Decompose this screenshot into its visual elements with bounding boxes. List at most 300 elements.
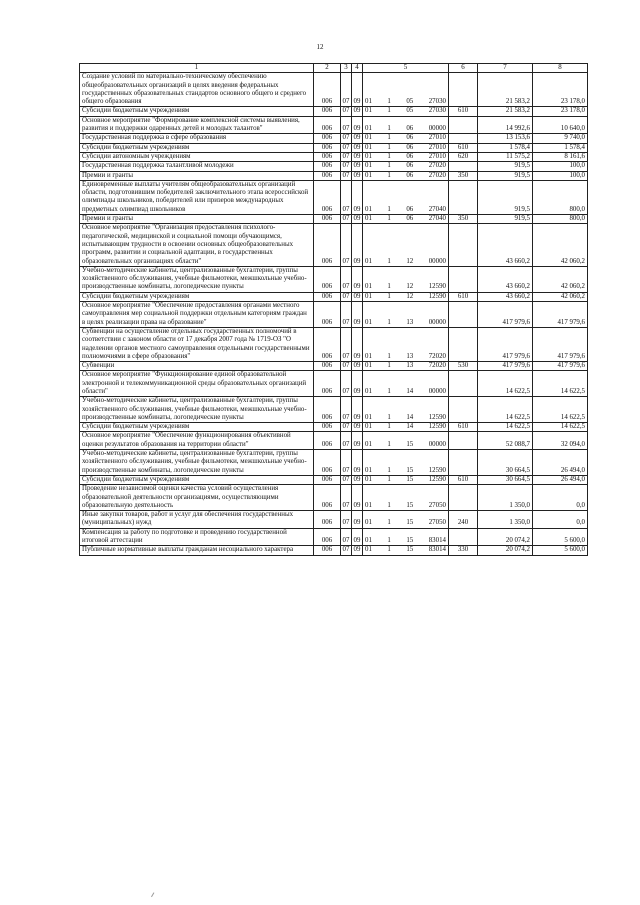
amount-year-1: 21 583,2 <box>478 107 533 116</box>
column-header: 6 <box>449 64 478 73</box>
expense-type-code <box>449 224 478 266</box>
subsection-code: 09 <box>352 116 363 134</box>
target-article-code <box>363 511 449 529</box>
amount-year-1: 30 664,5 <box>478 475 533 484</box>
column-header: 7 <box>478 64 533 73</box>
code-part: 15 <box>406 546 414 554</box>
section-code: 07 <box>341 546 352 555</box>
amount-year-2: 42 060,2 <box>533 224 588 266</box>
amount-year-1: 20 074,2 <box>478 546 533 555</box>
subsection-code: 09 <box>352 171 363 180</box>
section-code: 07 <box>341 215 352 224</box>
expense-type-code <box>449 180 478 214</box>
expense-type-code: 620 <box>449 152 478 161</box>
row-name: Государственная поддержка в сфере образования <box>80 134 314 143</box>
target-article-code <box>363 432 449 450</box>
amount-year-1: 417 979,6 <box>478 302 533 328</box>
code-part: 12590 <box>428 413 446 421</box>
ministry-code: 006 <box>314 171 341 180</box>
expense-type-code: 610 <box>449 423 478 432</box>
subsection-code: 09 <box>352 266 363 292</box>
code-part: 72020 <box>428 362 446 370</box>
expense-type-code <box>449 134 478 143</box>
ministry-code: 006 <box>314 432 341 450</box>
expense-type-code <box>449 485 478 511</box>
code-part: 12590 <box>428 475 446 483</box>
code-part: 01 <box>365 171 372 179</box>
code-part: 01 <box>365 143 372 151</box>
code-part: 27030 <box>428 98 446 106</box>
subsection-code: 09 <box>352 546 363 555</box>
table-row <box>80 73 588 107</box>
code-part: 01 <box>365 283 372 291</box>
amount-year-1: 417 979,6 <box>478 362 533 371</box>
subsection-code: 09 <box>352 143 363 152</box>
code-part: 27020 <box>428 171 446 179</box>
code-part: 14 <box>406 413 414 421</box>
code-part: 27040 <box>428 205 446 213</box>
row-name: Учебно-методические кабинеты, централизованные бухгалтерии, группы хозяйственного обслуживания, учебные фильмотеки, межшкольные учебно-производственные комбинаты, логопедические пункты <box>80 266 314 292</box>
table-row <box>80 107 588 116</box>
ministry-code: 006 <box>314 371 341 397</box>
subsection-code: 09 <box>352 511 363 529</box>
subsection-code: 09 <box>352 162 363 171</box>
amount-year-2: 42 060,2 <box>533 266 588 292</box>
code-part: 1 <box>387 466 391 474</box>
expense-type-code <box>449 162 478 171</box>
ministry-code: 006 <box>314 134 341 143</box>
amount-year-1: 13 153,6 <box>478 134 533 143</box>
code-part: 15 <box>406 475 414 483</box>
subsection-code: 09 <box>352 180 363 214</box>
section-code: 07 <box>341 362 352 371</box>
row-name: Основное мероприятие "Функционирование единой образовательной электронной и телекоммуникационной среды образовательных организаций области" <box>80 371 314 397</box>
row-name: Субвенции на осуществление отдельных государственных полномочий в соответствии с законом области от 17 декабря 2007 года № 1719-ОЗ "О наделении органов местного самоуправления отдельными государственными полномочиями в сфере образования" <box>80 327 314 361</box>
amount-year-2: 800,0 <box>533 180 588 214</box>
row-name: Субсидии автономным учреждениям <box>80 152 314 161</box>
target-article-code <box>363 362 449 371</box>
amount-year-1: 43 660,2 <box>478 292 533 301</box>
code-part: 1 <box>387 423 391 431</box>
table-row <box>80 180 588 214</box>
section-code: 07 <box>341 107 352 116</box>
code-part: 12 <box>406 283 414 291</box>
target-article-code <box>363 171 449 180</box>
code-part: 01 <box>365 387 372 395</box>
amount-year-2: 42 060,2 <box>533 292 588 301</box>
table-row <box>80 528 588 546</box>
section-code: 07 <box>341 171 352 180</box>
target-article-code <box>363 215 449 224</box>
ministry-code: 006 <box>314 224 341 266</box>
ministry-code: 006 <box>314 423 341 432</box>
code-part: 01 <box>365 318 372 326</box>
amount-year-1: 52 088,7 <box>478 432 533 450</box>
amount-year-2: 1 578,4 <box>533 143 588 152</box>
ministry-code: 006 <box>314 546 341 555</box>
row-name: Субсидии бюджетным учреждениям <box>80 475 314 484</box>
amount-year-1: 14 622,5 <box>478 423 533 432</box>
code-part: 06 <box>406 143 414 151</box>
column-header: 2 <box>314 64 341 73</box>
code-part: 1 <box>387 215 391 223</box>
amount-year-2: 100,0 <box>533 171 588 180</box>
section-code: 07 <box>341 143 352 152</box>
table-row <box>80 362 588 371</box>
code-part: 01 <box>365 292 372 300</box>
expense-type-code: 610 <box>449 107 478 116</box>
amount-year-2: 417 979,6 <box>533 327 588 361</box>
expense-type-code: 530 <box>449 362 478 371</box>
ministry-code: 006 <box>314 266 341 292</box>
subsection-code: 09 <box>352 423 363 432</box>
expense-type-code <box>449 266 478 292</box>
code-part: 06 <box>406 125 414 133</box>
table-row <box>80 475 588 484</box>
row-name: Основное мероприятие "Обеспечение функционирования объективной оценки результатов образования на территории области" <box>80 432 314 450</box>
code-part: 01 <box>365 519 372 527</box>
column-header: 8 <box>533 64 588 73</box>
ministry-code: 006 <box>314 397 341 423</box>
amount-year-2: 417 979,6 <box>533 302 588 328</box>
section-code: 07 <box>341 450 352 476</box>
amount-year-1: 14 622,5 <box>478 371 533 397</box>
target-article-code <box>363 180 449 214</box>
table-row <box>80 292 588 301</box>
code-part: 01 <box>365 98 372 106</box>
ministry-code: 006 <box>314 152 341 161</box>
code-part: 13 <box>406 352 414 360</box>
table-row <box>80 327 588 361</box>
target-article-code <box>363 116 449 134</box>
target-article-code <box>363 152 449 161</box>
code-part: 83014 <box>428 537 446 545</box>
code-part: 06 <box>406 162 414 170</box>
section-code: 07 <box>341 162 352 171</box>
ministry-code: 006 <box>314 485 341 511</box>
table-row <box>80 546 588 555</box>
code-part: 01 <box>365 107 372 115</box>
amount-year-2: 5 600,0 <box>533 528 588 546</box>
ministry-code: 006 <box>314 180 341 214</box>
section-code: 07 <box>341 73 352 107</box>
row-name: Субсидии бюджетным учреждениям <box>80 107 314 116</box>
code-part: 1 <box>387 171 391 179</box>
section-code: 07 <box>341 397 352 423</box>
code-part: 01 <box>365 352 372 360</box>
code-part: 01 <box>365 205 372 213</box>
target-article-code <box>363 107 449 116</box>
target-article-code <box>363 266 449 292</box>
amount-year-2: 8 161,6 <box>533 152 588 161</box>
expense-type-code: 610 <box>449 292 478 301</box>
target-article-code <box>363 302 449 328</box>
table-row <box>80 215 588 224</box>
target-article-code <box>363 224 449 266</box>
code-part: 12 <box>406 292 414 300</box>
code-part: 27010 <box>428 152 446 160</box>
code-part: 1 <box>387 387 391 395</box>
ministry-code: 006 <box>314 450 341 476</box>
code-part: 12590 <box>428 283 446 291</box>
code-part: 12590 <box>428 423 446 431</box>
code-part: 00000 <box>428 387 446 395</box>
row-name: Субсидии бюджетным учреждениям <box>80 423 314 432</box>
amount-year-2: 100,0 <box>533 162 588 171</box>
amount-year-1: 43 660,2 <box>478 266 533 292</box>
code-part: 1 <box>387 205 391 213</box>
code-part: 14 <box>406 423 414 431</box>
code-part: 12590 <box>428 292 446 300</box>
expense-type-code <box>449 528 478 546</box>
ministry-code: 006 <box>314 162 341 171</box>
code-part: 1 <box>387 143 391 151</box>
amount-year-1: 919,5 <box>478 171 533 180</box>
ministry-code: 006 <box>314 302 341 328</box>
amount-year-2: 26 494,0 <box>533 475 588 484</box>
code-part: 00000 <box>428 440 446 448</box>
target-article-code <box>363 292 449 301</box>
code-part: 01 <box>365 362 372 370</box>
section-code: 07 <box>341 152 352 161</box>
row-name: Основное мероприятие "Организация предоставления психолого-педагогической, медицинской и социальной помощи обучающимся, испытывающим трудности в освоении основных общеобразовательных программ, развитии и социальной адаптации, в государственных образовательных организациях области" <box>80 224 314 266</box>
table-row <box>80 143 588 152</box>
row-name: Премии и гранты <box>80 215 314 224</box>
code-part: 1 <box>387 162 391 170</box>
code-part: 1 <box>387 257 391 265</box>
amount-year-1: 14 992,6 <box>478 116 533 134</box>
code-part: 01 <box>365 125 372 133</box>
amount-year-2: 32 094,0 <box>533 432 588 450</box>
code-part: 27010 <box>428 134 446 142</box>
code-part: 00000 <box>428 257 446 265</box>
amount-year-1: 417 979,6 <box>478 327 533 361</box>
row-name: Субсидии бюджетным учреждениям <box>80 292 314 301</box>
expense-type-code <box>449 371 478 397</box>
section-code: 07 <box>341 292 352 301</box>
code-part: 1 <box>387 98 391 106</box>
table-row <box>80 397 588 423</box>
code-part: 01 <box>365 546 372 554</box>
section-code: 07 <box>341 485 352 511</box>
code-part: 06 <box>406 215 414 223</box>
code-part: 1 <box>387 283 391 291</box>
amount-year-1: 14 622,5 <box>478 397 533 423</box>
expense-type-code <box>449 327 478 361</box>
row-name: Единовременные выплаты учителям общеобразовательных организаций области, подготовившим победителей заключительного этапа всероссийской олимпиады школьников, победителей или призеров международных предметных олимпиад школьников <box>80 180 314 214</box>
target-article-code <box>363 423 449 432</box>
ministry-code: 006 <box>314 143 341 152</box>
code-part: 15 <box>406 501 414 509</box>
code-part: 01 <box>365 423 372 431</box>
table-row <box>80 302 588 328</box>
code-part: 1 <box>387 362 391 370</box>
expense-type-code <box>449 450 478 476</box>
code-part: 06 <box>406 171 414 179</box>
code-part: 01 <box>365 475 372 483</box>
code-part: 1 <box>387 413 391 421</box>
amount-year-2: 14 622,5 <box>533 371 588 397</box>
section-code: 07 <box>341 432 352 450</box>
ministry-code: 006 <box>314 528 341 546</box>
code-part: 15 <box>406 519 414 527</box>
column-header: 1 <box>80 64 314 73</box>
page-number: 12 <box>316 43 324 51</box>
expense-type-code <box>449 73 478 107</box>
subsection-code: 09 <box>352 362 363 371</box>
ministry-code: 006 <box>314 511 341 529</box>
expense-type-code <box>449 432 478 450</box>
budget-table <box>79 63 588 556</box>
code-part: 1 <box>387 152 391 160</box>
subsection-code: 09 <box>352 152 363 161</box>
section-code: 07 <box>341 134 352 143</box>
section-code: 07 <box>341 528 352 546</box>
amount-year-2: 23 178,0 <box>533 73 588 107</box>
code-part: 13 <box>406 362 414 370</box>
row-name: Проведение независимой оценки качества условий осуществления образовательной деятельности организациями, осуществляющими образовательную деятельность <box>80 485 314 511</box>
code-part: 1 <box>387 134 391 142</box>
amount-year-1: 1 350,0 <box>478 511 533 529</box>
subsection-code: 09 <box>352 327 363 361</box>
amount-year-2: 14 622,5 <box>533 397 588 423</box>
section-code: 07 <box>341 327 352 361</box>
section-code: 07 <box>341 302 352 328</box>
amount-year-1: 919,5 <box>478 180 533 214</box>
subsection-code: 09 <box>352 528 363 546</box>
row-name: Субвенции <box>80 362 314 371</box>
target-article-code <box>363 327 449 361</box>
amount-year-1: 1 578,4 <box>478 143 533 152</box>
table-row <box>80 134 588 143</box>
code-part: 27050 <box>428 501 446 509</box>
amount-year-2: 417 979,6 <box>533 362 588 371</box>
expense-type-code: 610 <box>449 475 478 484</box>
amount-year-2: 23 178,0 <box>533 107 588 116</box>
ministry-code: 006 <box>314 475 341 484</box>
expense-type-code: 350 <box>449 171 478 180</box>
column-header: 5 <box>363 64 449 73</box>
amount-year-2: 5 600,0 <box>533 546 588 555</box>
subsection-code: 09 <box>352 292 363 301</box>
code-part: 1 <box>387 519 391 527</box>
subsection-code: 09 <box>352 224 363 266</box>
code-part: 1 <box>387 501 391 509</box>
subsection-code: 09 <box>352 134 363 143</box>
subsection-code: 09 <box>352 450 363 476</box>
table-row <box>80 450 588 476</box>
amount-year-1: 21 583,2 <box>478 73 533 107</box>
code-part: 27040 <box>428 215 446 223</box>
code-part: 00000 <box>428 318 446 326</box>
target-article-code <box>363 371 449 397</box>
code-part: 1 <box>387 125 391 133</box>
row-name: Учебно-методические кабинеты, централизованные бухгалтерии, группы хозяйственного обслуживания, учебные фильмотеки, межшкольные учебно-производственные комбинаты, логопедические пункты <box>80 397 314 423</box>
target-article-code <box>363 397 449 423</box>
amount-year-1: 30 664,5 <box>478 450 533 476</box>
subsection-code: 09 <box>352 107 363 116</box>
row-name: Иные закупки товаров, работ и услуг для обеспечения государственных (муниципальных) нужд <box>80 511 314 529</box>
amount-year-2: 26 494,0 <box>533 450 588 476</box>
amount-year-2: 9 740,0 <box>533 134 588 143</box>
subsection-code: 09 <box>352 371 363 397</box>
code-part: 1 <box>387 352 391 360</box>
target-article-code <box>363 73 449 107</box>
target-article-code <box>363 134 449 143</box>
expense-type-code <box>449 302 478 328</box>
code-part: 05 <box>406 107 414 115</box>
code-part: 27020 <box>428 162 446 170</box>
subsection-code: 09 <box>352 397 363 423</box>
expense-type-code: 350 <box>449 215 478 224</box>
code-part: 01 <box>365 501 372 509</box>
code-part: 01 <box>365 134 372 142</box>
table-row <box>80 266 588 292</box>
code-part: 01 <box>365 466 372 474</box>
section-code: 07 <box>341 224 352 266</box>
table-row <box>80 162 588 171</box>
row-name: Государственная поддержка талантливой молодежи <box>80 162 314 171</box>
table-row <box>80 423 588 432</box>
column-header: 4 <box>352 64 363 73</box>
code-part: 01 <box>365 257 372 265</box>
code-part: 12590 <box>428 466 446 474</box>
code-part: 15 <box>406 466 414 474</box>
code-part: 12 <box>406 257 414 265</box>
table-row <box>80 224 588 266</box>
code-part: 00000 <box>428 125 446 133</box>
amount-year-2: 0,0 <box>533 511 588 529</box>
code-part: 1 <box>387 107 391 115</box>
row-name: Учебно-методические кабинеты, централизованные бухгалтерии, группы хозяйственного обслуживания, учебные фильмотеки, межшкольные учебно-производственные комбинаты, логопедические пункты <box>80 450 314 476</box>
code-part: 1 <box>387 440 391 448</box>
code-part: 05 <box>406 98 414 106</box>
expense-type-code <box>449 116 478 134</box>
section-code: 07 <box>341 371 352 397</box>
amount-year-1: 43 660,2 <box>478 224 533 266</box>
section-code: 07 <box>341 116 352 134</box>
row-name: Основное мероприятие "Формирование комплексной системы выявления, развития и поддержки одаренных детей и молодых талантов" <box>80 116 314 134</box>
code-part: 01 <box>365 440 372 448</box>
code-part: 27010 <box>428 143 446 151</box>
amount-year-1: 919,5 <box>478 162 533 171</box>
code-part: 1 <box>387 318 391 326</box>
code-part: 15 <box>406 440 414 448</box>
amount-year-1: 1 350,0 <box>478 485 533 511</box>
ministry-code: 006 <box>314 215 341 224</box>
section-code: 07 <box>341 475 352 484</box>
table-row <box>80 371 588 397</box>
code-part: 1 <box>387 475 391 483</box>
amount-year-2: 0,0 <box>533 485 588 511</box>
subsection-code: 09 <box>352 432 363 450</box>
table-row <box>80 116 588 134</box>
table-row <box>80 511 588 529</box>
target-article-code <box>363 162 449 171</box>
target-article-code <box>363 528 449 546</box>
section-code: 07 <box>341 266 352 292</box>
code-part: 01 <box>365 215 372 223</box>
row-name: Субсидии бюджетным учреждениям <box>80 143 314 152</box>
code-part: 06 <box>406 152 414 160</box>
code-part: 13 <box>406 318 414 326</box>
subsection-code: 09 <box>352 302 363 328</box>
scan-mark <box>151 892 157 898</box>
row-name: Основное мероприятие "Обеспечение предоставления органами местного самоуправления мер социальной поддержки отдельным категориям граждан в целях реализации права на образование" <box>80 302 314 328</box>
amount-year-2: 10 640,0 <box>533 116 588 134</box>
target-article-code <box>363 475 449 484</box>
code-part: 06 <box>406 134 414 142</box>
